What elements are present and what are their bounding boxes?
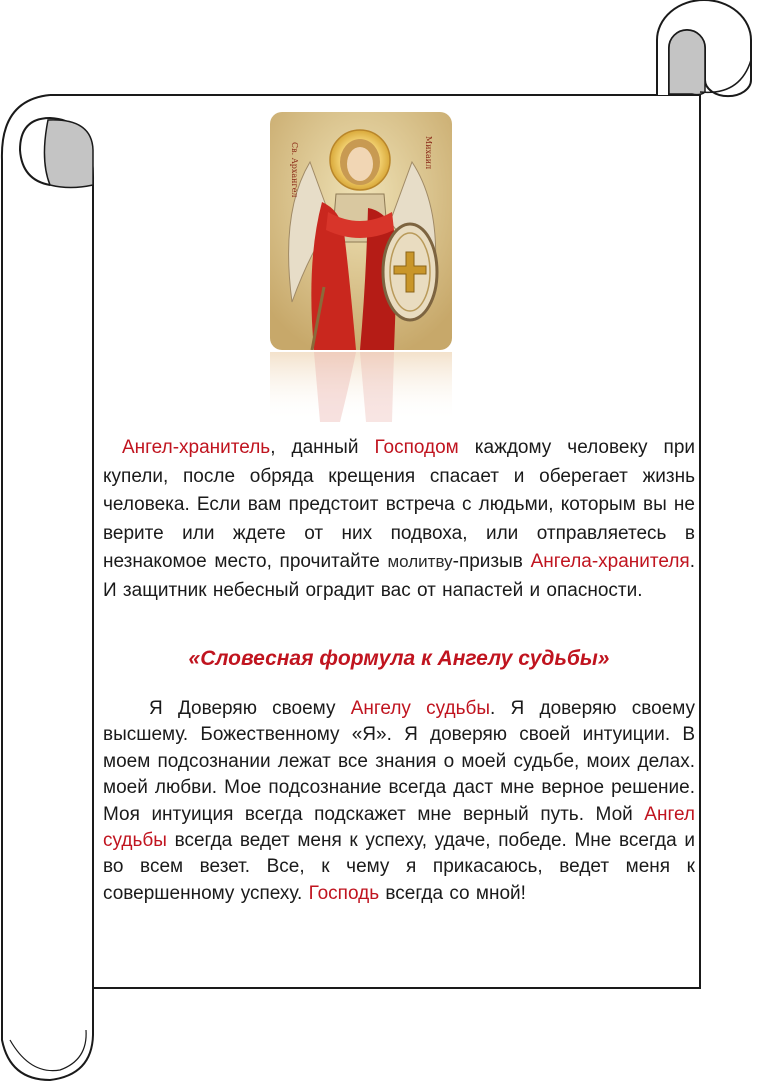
scroll-left-roll xyxy=(2,95,93,1080)
formula-heading: «Словесная формула к Ангелу судьбы» xyxy=(188,647,610,670)
term-lord-2: Господь xyxy=(308,882,380,904)
term-guardian-angel: Ангел-хранитель xyxy=(122,437,271,458)
intro-paragraph: Ангел-хранитель, данный Господом каждому человеку при купели, после обряда крещения спасает и оберегает жизнь человека. Если вам предстоит встреча с людьми, которым вы не верите или ждете от них подвоха, или отправляетесь в незнакомое место, прочитайте молитву-призыв Ангела-хранителя. И защитник небесный оградит вас от напастей и опасности. xyxy=(103,437,696,601)
scroll-top-curl-shade xyxy=(669,30,705,95)
term-guardian-angel-gen: Ангела-хранителя xyxy=(530,551,690,572)
icon-inscription-left: Св. Архангел xyxy=(290,142,299,198)
icon-inscription-right: Михаил xyxy=(424,136,433,170)
term-angel-of-fate: Ангелу судьбы xyxy=(350,698,491,719)
term-angel-of-fate-2: Ангел судьбы xyxy=(103,803,695,852)
scroll-left-curl-shade xyxy=(44,120,93,188)
term-lord: Господом xyxy=(374,437,459,458)
icon-reflection xyxy=(270,352,452,422)
affirmation-paragraph: Я Доверяю своему Ангелу судьбы. Я доверяю своему высшему. Божественному «Я». Я доверяю своей интуиции. В моем подсознании лежат все знания о моей судьбе, моих делах. моей любви. Мое подсознание всегда даст мне верное решение. Моя интуиция всегда подскажет мне верный путь. Мой Ангел судьбы всегда ведет меня к успеху, удаче, победе. Мне всегда и во всем везет. Все, к чему я прикасаюсь, ведет меня к совершенному успеху. Господь всегда со мной! xyxy=(103,698,696,904)
archangel-icon-image xyxy=(270,112,452,350)
term-prayer: молитву xyxy=(387,552,453,571)
